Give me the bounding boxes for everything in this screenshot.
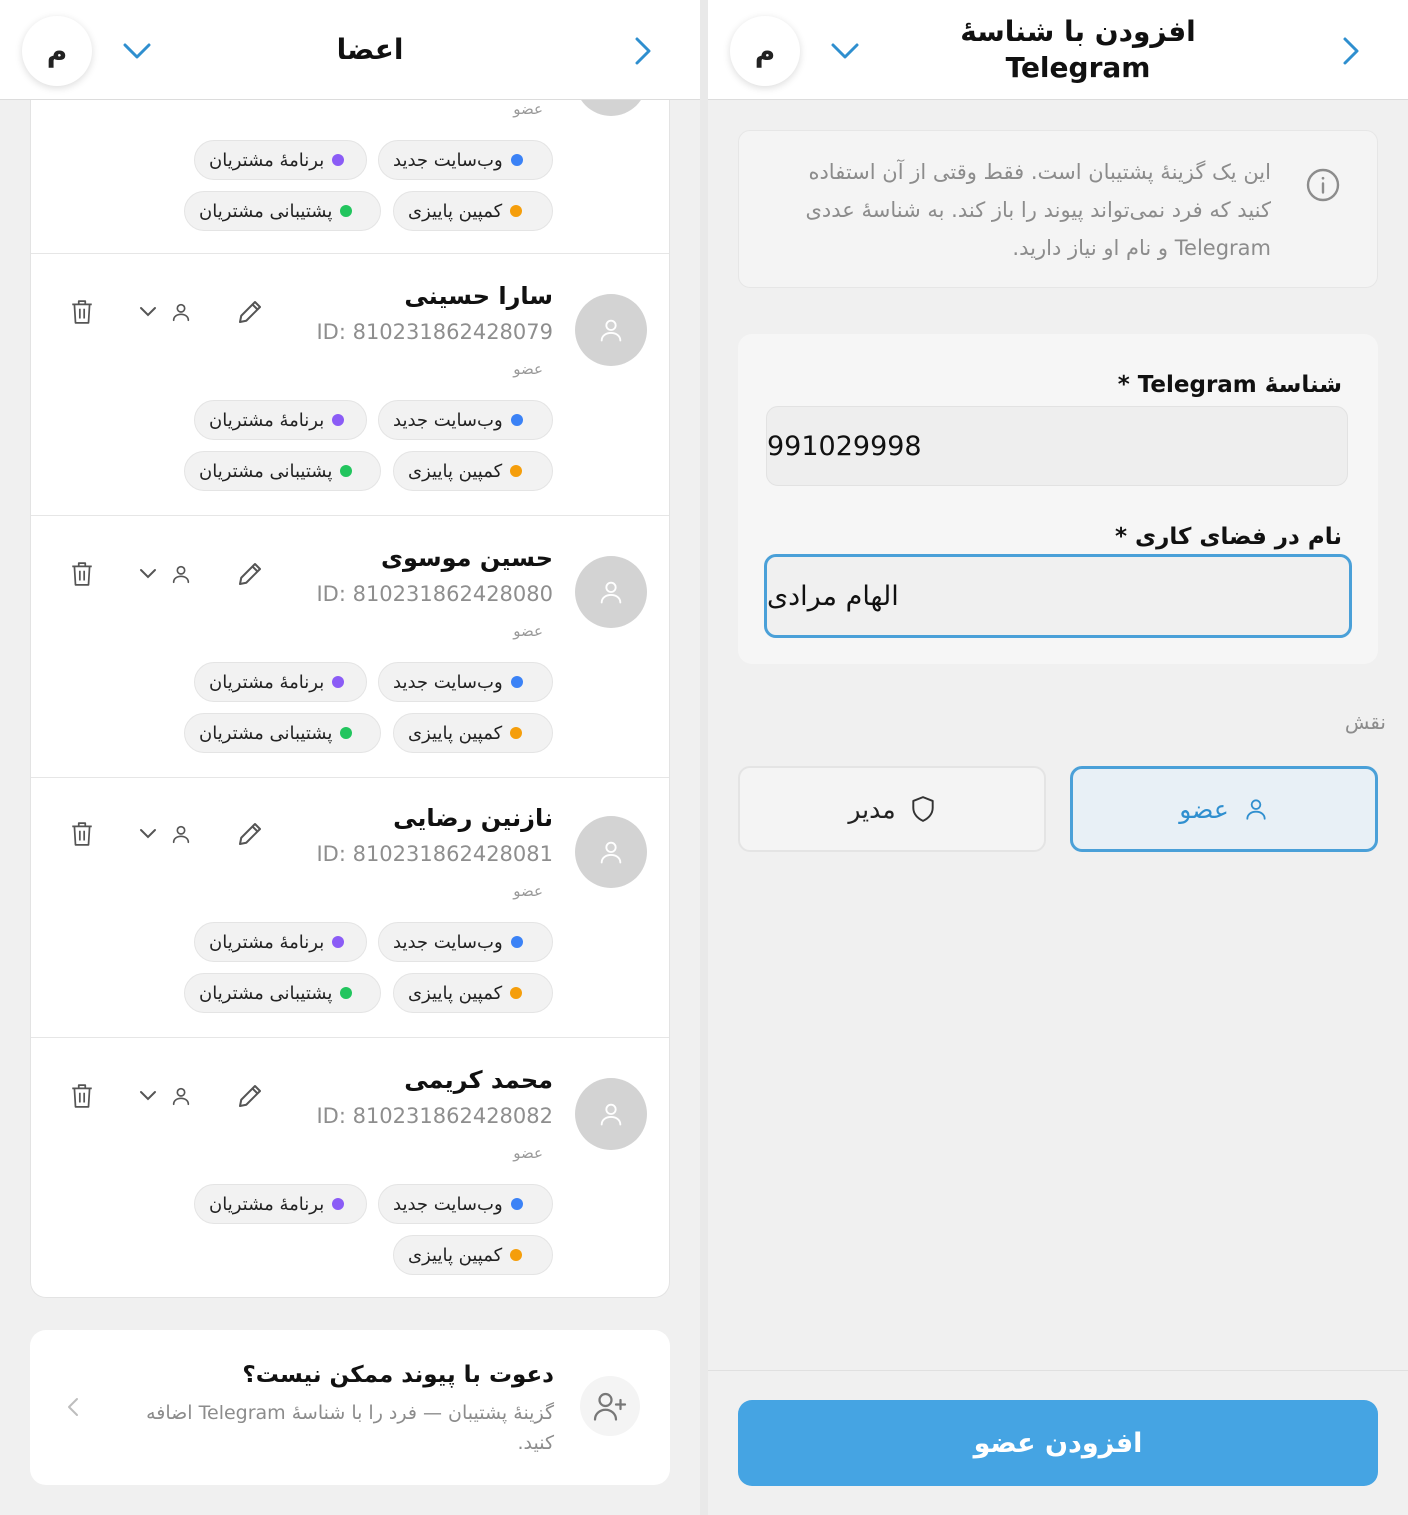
footer-divider [708, 1370, 1408, 1371]
back-chevron-icon[interactable] [630, 34, 656, 68]
member-card [31, 254, 669, 516]
tag-customers: برنامهٔ مشتریان [194, 400, 367, 440]
tag-website: وب‌سایت جدید [378, 1184, 553, 1224]
tag-website: وب‌سایت جدید [378, 922, 553, 962]
user-icon [170, 563, 192, 585]
role-dropdown-button[interactable] [135, 295, 195, 329]
dot-icon [511, 936, 523, 948]
member-role: عضو [513, 882, 543, 900]
back-chevron-icon[interactable] [1338, 34, 1364, 68]
user-icon [597, 578, 625, 606]
member-avatar [575, 816, 647, 888]
member-id: ID: 810231862428080 [316, 582, 553, 606]
trash-icon [69, 559, 95, 589]
dot-icon [332, 414, 344, 426]
pencil-icon [235, 819, 265, 849]
member-avatar [575, 556, 647, 628]
user-icon [170, 301, 192, 323]
tag-support: پشتیبانی مشتریان [184, 191, 381, 231]
members-header [0, 0, 700, 100]
invite-title: دعوت با پیوند ممکن نیست؟ [242, 1362, 554, 1388]
dot-icon [510, 1249, 522, 1261]
dot-icon [340, 987, 352, 999]
user-icon [597, 316, 625, 344]
member-id: ID: 810231862428081 [316, 842, 553, 866]
member-avatar [575, 294, 647, 366]
role-dropdown-button[interactable] [135, 1079, 195, 1113]
edit-member-button[interactable] [233, 1079, 267, 1113]
tag-support: پشتیبانی مشتریان [184, 973, 381, 1013]
dot-icon [340, 727, 352, 739]
tag-website: وب‌سایت جدید [378, 400, 553, 440]
member-name: حسین موسوی [380, 544, 553, 572]
tag-customers: برنامهٔ مشتریان [194, 922, 367, 962]
chevron-left-icon [66, 1396, 80, 1418]
role-dropdown-button[interactable] [135, 817, 195, 851]
tag-autumn: کمپین پاییزی [393, 973, 553, 1013]
member-name: نازنین رضایی [393, 804, 553, 832]
tag-website: وب‌سایت جدید [378, 140, 553, 180]
shield-icon [910, 795, 936, 823]
pencil-icon [235, 559, 265, 589]
member-card [31, 1038, 669, 1298]
add-by-telegram-panel [708, 0, 1408, 1515]
member-role: عضو [513, 622, 543, 640]
trash-icon [69, 1081, 95, 1111]
panel-divider [700, 0, 708, 1515]
member-avatar [575, 100, 647, 116]
invite-subtitle: گزینهٔ پشتیبان — فرد را با شناسهٔ Telegram اضافه کنید. [146, 1402, 554, 1454]
member-role: عضو [513, 360, 543, 378]
dot-icon [510, 987, 522, 999]
dot-icon [510, 205, 522, 217]
member-id: ID: 810231862428082 [316, 1104, 553, 1128]
trash-icon [69, 297, 95, 327]
add-header [708, 0, 1408, 100]
user-icon [597, 1100, 625, 1128]
dot-icon [332, 1198, 344, 1210]
chevron-down-icon [138, 1089, 158, 1103]
dot-icon [510, 727, 522, 739]
fallback-info-box [738, 130, 1378, 288]
page-title: اعضا [336, 33, 404, 66]
role-admin-option[interactable]: مدیر [738, 766, 1046, 852]
member-role: عضو [513, 1144, 543, 1162]
add-user-icon [580, 1376, 640, 1436]
members-list [30, 100, 670, 1298]
member-avatar [575, 1078, 647, 1150]
user-icon [170, 1085, 192, 1107]
dot-icon [511, 154, 523, 166]
tag-autumn: کمپین پاییزی [393, 713, 553, 753]
dot-icon [340, 205, 352, 217]
user-icon [1243, 796, 1269, 822]
chevron-down-icon[interactable] [828, 36, 862, 66]
info-icon [1305, 167, 1341, 203]
pencil-icon [235, 1081, 265, 1111]
tag-support: پشتیبانی مشتریان [184, 451, 381, 491]
pencil-icon [235, 297, 265, 327]
user-icon [597, 838, 625, 866]
member-name: محمد کریمی [404, 1066, 553, 1094]
dot-icon [340, 465, 352, 477]
tag-customers: برنامهٔ مشتریان [194, 140, 367, 180]
trash-icon [69, 819, 95, 849]
workspace-name-input[interactable]: الهام مرادی [764, 554, 1352, 638]
edit-member-button[interactable] [233, 295, 267, 329]
delete-member-button[interactable] [65, 295, 99, 329]
dot-icon [332, 676, 344, 688]
role-label: نقش [1344, 710, 1386, 734]
dot-icon [511, 414, 523, 426]
member-card-partial [31, 100, 669, 254]
dot-icon [511, 676, 523, 688]
edit-member-button[interactable] [233, 557, 267, 591]
delete-member-button[interactable] [65, 1079, 99, 1113]
user-icon [170, 823, 192, 845]
tag-customers: برنامهٔ مشتریان [194, 662, 367, 702]
info-text: این یک گزینهٔ پشتیبان است. فقط وقتی از آن استفاده کنید که فرد نمی‌تواند پیوند را باز کند. به شناسهٔ عددی Telegram و نام او نیاز دارید. [805, 160, 1271, 260]
tag-customers: برنامهٔ مشتریان [194, 1184, 367, 1224]
page-title: افزودن با شناسهٔ Telegram [960, 15, 1196, 84]
tag-support: پشتیبانی مشتریان [184, 713, 381, 753]
role-member-option[interactable]: عضو [1070, 766, 1378, 852]
chevron-down-icon [138, 305, 158, 319]
workspace-avatar[interactable]: م [730, 16, 800, 86]
dot-icon [332, 936, 344, 948]
add-member-button[interactable]: افزودن عضو [738, 1400, 1378, 1486]
delete-member-button[interactable] [65, 557, 99, 591]
member-id: ID: 810231862428079 [316, 320, 553, 344]
chevron-down-icon [138, 567, 158, 581]
telegram-id-label: شناسهٔ Telegram * [1117, 372, 1342, 398]
tag-autumn: کمپین پاییزی [393, 451, 553, 491]
edit-member-button[interactable] [233, 817, 267, 851]
dot-icon [510, 465, 522, 477]
member-name: سارا حسینی [404, 282, 553, 310]
delete-member-button[interactable] [65, 817, 99, 851]
role-dropdown-button[interactable] [135, 557, 195, 591]
add-member-form [738, 334, 1378, 664]
tag-autumn: کمپین پاییزی [393, 1235, 553, 1275]
dot-icon [511, 1198, 523, 1210]
invite-fallback-card[interactable] [30, 1330, 670, 1485]
telegram-id-input[interactable]: 991029998 [766, 406, 1348, 486]
chevron-down-icon[interactable] [120, 36, 154, 66]
chevron-down-icon [138, 827, 158, 841]
workspace-avatar[interactable]: م [22, 16, 92, 86]
member-role: عضو [513, 100, 543, 118]
member-card [31, 776, 669, 1038]
tag-website: وب‌سایت جدید [378, 662, 553, 702]
members-panel [0, 0, 700, 1515]
tag-autumn: کمپین پاییزی [393, 191, 553, 231]
dot-icon [332, 154, 344, 166]
workspace-name-label: نام در فضای کاری * [1114, 524, 1342, 550]
member-card [31, 516, 669, 778]
